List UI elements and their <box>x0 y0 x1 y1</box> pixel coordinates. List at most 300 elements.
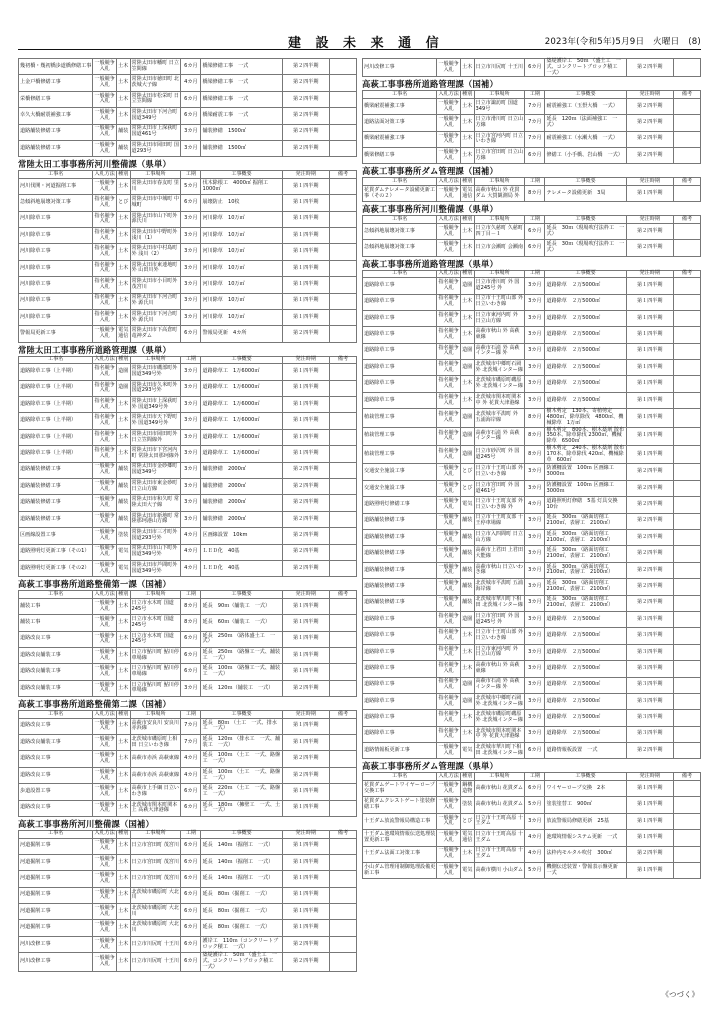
table-cell: 道路除草 ２万5000㎡ <box>545 392 626 408</box>
table-cell <box>673 278 700 294</box>
table-row <box>363 611 701 627</box>
table-cell <box>673 529 700 545</box>
continue-mark: 《つづく》 <box>661 990 699 999</box>
table-cell: 第２四半期 <box>282 478 329 494</box>
column-header: 発注時期 <box>282 356 329 364</box>
table-cell: 土木 <box>117 936 131 952</box>
table-row <box>363 579 701 595</box>
table-row <box>19 854 357 870</box>
table-cell <box>673 595 700 611</box>
table-cell: 延長 80ｍ（掘削工 一式） <box>201 904 282 920</box>
table-cell: 河川除草工事 <box>19 260 93 276</box>
table-cell: 高萩市横川 小山ダム <box>474 862 525 878</box>
table-cell: 土木 <box>117 784 131 800</box>
table-cell: 高萩市赤浜 高萩東線 <box>130 767 181 783</box>
table-cell: 道路舗装修繕工事 <box>363 562 437 578</box>
table-header-row <box>363 178 701 186</box>
table-cell: 延長 80ｍ（掘削工 一式） <box>201 887 282 903</box>
table-cell <box>329 413 356 429</box>
table-cell: 3カ月 <box>525 360 545 376</box>
table-cell: 3カ月 <box>181 309 201 325</box>
table-row <box>19 91 357 107</box>
table-row <box>363 644 701 660</box>
table-cell: 築堤護岸工 50ｍ （盛土工 一式、コンクリートブロック積工 一式） <box>201 953 282 971</box>
listing-table <box>362 177 701 202</box>
table-cell: 北茨城市磯原町磯原 外 北茨城インター線 <box>474 710 525 726</box>
table-row <box>363 480 701 496</box>
table-cell: 日立市水木町 国道245号 <box>130 615 181 631</box>
table-cell <box>673 743 700 759</box>
table-cell: 5カ月 <box>181 178 201 194</box>
table-cell <box>329 495 356 511</box>
table-cell: 常陸太田市天下野町外 国道349号外 <box>130 413 181 429</box>
table-cell: 常陸太田市徳田町 北茨城大子線 <box>130 75 181 91</box>
table-cell: 道路除草 ２万5000㎡ <box>545 327 626 343</box>
table-cell: 舗装 <box>461 513 475 529</box>
table-cell: 道路除草 ２万5000㎡ <box>545 310 626 326</box>
table-row <box>19 784 357 800</box>
table-cell: 6カ月 <box>181 108 201 124</box>
table-cell: 第１四半期 <box>282 178 329 194</box>
table-row <box>363 813 701 829</box>
table-cell: 4カ月 <box>181 528 201 544</box>
table-cell: 北茨城市平潟町 外 五浦海岸線 <box>474 409 525 427</box>
section-title: 高萩工事事務所道路整備第二課（国補） <box>18 699 171 710</box>
table-cell: 一般競争入札 <box>93 953 117 971</box>
table-cell: 一般競争入札 <box>93 528 117 544</box>
table-cell: 舗装修繕 2000㎡ <box>201 511 282 527</box>
table-cell: 指名競争入札 <box>93 413 117 429</box>
table-cell: 土木 <box>461 376 475 392</box>
table-cell: 警報局更新工事 <box>19 326 93 342</box>
table-cell: 道路除草 ２万5000㎡ <box>545 611 626 627</box>
table-cell: 3カ月 <box>181 478 201 494</box>
table-cell: 造園 <box>461 427 475 445</box>
column-header: 工事場所 <box>474 216 525 224</box>
table-cell: 延長 30ｍ（現場吹付法枠工 一式） <box>545 240 626 256</box>
table-cell: 第２四半期 <box>626 513 673 529</box>
table-cell: 常陸太田市下高倉町 竜神ダム <box>130 326 181 342</box>
table-cell: 道路除草工事（上半期） <box>19 413 93 429</box>
table-cell: 舗装工事 <box>19 615 93 631</box>
table-cell <box>673 813 700 829</box>
table-cell: とび <box>461 813 475 829</box>
column-header: 工事名 <box>19 171 93 179</box>
table-cell: 河川除草工事 <box>19 277 93 293</box>
column-header: 発注時期 <box>626 178 673 186</box>
column-header: 備考 <box>329 356 356 364</box>
listing-section <box>18 698 357 817</box>
table-cell: 道路除草 ２万5000㎡ <box>545 343 626 359</box>
table-cell: 道路舗装修繕工事 <box>19 495 93 511</box>
column-header: 備考 <box>329 831 356 839</box>
table-row <box>363 830 701 846</box>
table-cell <box>673 862 700 878</box>
table-cell: 常陸太田市下河合町 国道349号 <box>130 108 181 124</box>
table-cell: 舗装修繕 2000㎡ <box>201 478 282 494</box>
table-cell: 3カ月 <box>525 294 545 310</box>
table-cell: 一般競争入札 <box>93 140 117 156</box>
table-cell <box>673 185 700 201</box>
table-cell: 一般競争入札 <box>437 797 461 813</box>
table-cell: 日立市十王町山部 外 日立いわき線 <box>474 294 525 310</box>
table-cell: 高萩市秋山 外 高萩東線 <box>474 661 525 677</box>
table-row <box>19 495 357 511</box>
table-cell: 第１四半期 <box>282 920 329 936</box>
table-row <box>19 446 357 462</box>
table-cell: 土木 <box>117 244 131 260</box>
column-header: 工期 <box>181 356 201 364</box>
table-cell: 一般競争入札 <box>93 91 117 107</box>
column-header: 種別 <box>118 710 129 717</box>
table-cell: 歩道設置工事 <box>19 784 93 800</box>
table-cell: 樹木剪定 800本、樹木薬剤 散布 350本、除草除伐 2300㎡、機械除草 6500㎡ <box>546 426 630 445</box>
table-cell: 一般競争入札 <box>93 735 117 751</box>
table-cell: 一般競争入札 <box>437 223 461 239</box>
table-cell: 造園 <box>461 446 475 464</box>
table-cell: 4カ月 <box>181 544 201 560</box>
table-cell: 高萩市秋山 外 花貫ダム 大賀観測局 外 <box>474 185 525 201</box>
table-cell: 一般競争入札 <box>93 59 117 75</box>
table-cell: 日立市川尻町 十王川 <box>130 953 181 971</box>
listing-table <box>18 58 357 157</box>
column-header: 備考 <box>329 711 356 719</box>
table-cell: 造園 <box>461 343 475 359</box>
table-row <box>19 462 357 478</box>
table-cell: 常陸太田市山下町外 国道349号外 <box>130 544 181 560</box>
table-cell: 延長 250ｍ （路体盛土工 一式） <box>201 631 282 647</box>
table-cell: 造園 <box>461 360 475 376</box>
table-cell: 指名競争入札 <box>437 446 461 464</box>
table-cell: 日立市宮河内町 日立いわき線 <box>474 131 525 147</box>
table-cell: 橋梁修繕工事 <box>363 148 437 164</box>
table-cell: 土木 <box>117 680 131 696</box>
table-cell: 一般競争入札 <box>93 648 117 664</box>
table-cell: 日立市十王町友部 外 日立いわき線 外 <box>474 497 525 513</box>
table-cell: 一般競争入札 <box>437 131 461 147</box>
table-cell: 一般競争入札 <box>93 631 117 647</box>
column-header: 工期 <box>525 216 545 224</box>
table-row <box>19 735 357 751</box>
table-row <box>19 108 357 124</box>
table-cell: 急傾斜地崩壊対策工事 <box>363 223 437 239</box>
table-cell: 舗装 <box>117 495 131 511</box>
table-cell: 日立市十王町友部 十王停車場線 <box>474 513 525 529</box>
table-cell: 延長 180ｍ （擁壁工 一式、土工 一式） <box>201 800 282 816</box>
table-cell: 延長 300ｍ （路面切削工 2100㎡、表層工 2100㎡） <box>545 546 626 562</box>
table-cell: 十王ダム法面工対策工事 <box>363 846 437 862</box>
table-cell: 道路除草工事 <box>363 611 437 627</box>
table-cell: 8カ月 <box>525 446 545 464</box>
column-header: 発注時期 <box>626 270 673 278</box>
table-cell: 河道掘削工事 <box>19 854 93 870</box>
table-cell: 第２四半期 <box>282 59 329 75</box>
table-row <box>19 277 357 293</box>
table-cell: 一般競争入札 <box>93 800 117 816</box>
listing-table <box>362 90 701 164</box>
table-cell: 道路除草工 1万6000㎡ <box>201 380 282 396</box>
table-cell: 第２四半期 <box>626 497 673 513</box>
table-cell: 日立市東河内町 外 日立山方線 <box>474 644 525 660</box>
table-cell: 第１四半期 <box>282 887 329 903</box>
table-cell: 栄橋修繕工事 <box>19 91 93 107</box>
table-cell: 延長 80ｍ （土工 一式、排水工 一式） <box>201 718 282 734</box>
table-cell <box>329 91 356 107</box>
table-cell: 第１四半期 <box>282 380 329 396</box>
table-cell: 造園 <box>461 409 475 427</box>
column-header: 発注時期 <box>282 831 329 839</box>
table-cell: 高萩市石滝 外 高萩インター線 外 <box>474 343 525 359</box>
table-cell: 6カ月 <box>525 240 545 256</box>
table-cell: 道路情報板設置 一式 <box>545 743 626 759</box>
table-row <box>363 376 701 392</box>
table-cell: 指名競争入札 <box>93 397 117 413</box>
table-cell: 第２四半期 <box>282 511 329 527</box>
table-row <box>19 59 357 75</box>
table-cell: 第１四半期 <box>282 598 329 614</box>
table-cell: 河川除草 10万㎡ <box>201 293 282 309</box>
table-row <box>363 427 701 445</box>
table-cell: 第２四半期 <box>282 140 329 156</box>
table-cell: 土木 <box>117 277 131 293</box>
table-cell: 第２四半期 <box>282 544 329 560</box>
table-cell: 土木 <box>117 920 131 936</box>
table-cell: 一般競争入札 <box>93 920 117 936</box>
table-cell: 道路舗装修繕工事 <box>363 513 437 529</box>
table-cell: 第１四半期 <box>282 838 329 854</box>
table-cell: 第３四半期 <box>626 726 673 742</box>
table-cell <box>329 108 356 124</box>
table-cell: 3カ月 <box>181 260 201 276</box>
table-cell: 河川改修工事 <box>19 936 93 952</box>
right-column <box>362 58 701 880</box>
column-header: 発注時期 <box>626 91 673 99</box>
column-header: 工事概要 <box>201 356 282 364</box>
table-cell: 高萩市安良川 安良川赤浜線 <box>130 718 181 734</box>
table-cell: 土木 <box>117 293 131 309</box>
table-cell: 延長 300ｍ （路面切削工 2100㎡、表層工 2100㎡） <box>545 562 626 578</box>
table-cell: 8カ月 <box>525 185 545 201</box>
table-cell: 土木 <box>117 615 131 631</box>
listing-section <box>18 344 357 578</box>
table-cell: 造園 <box>461 278 475 294</box>
table-cell: 常陸太田市久米町外 国道293号外 <box>130 380 181 396</box>
table-row <box>19 397 357 413</box>
column-header: 工事名 <box>19 831 93 839</box>
table-cell <box>673 98 700 114</box>
table-cell: 5カ月 <box>525 797 545 813</box>
listing-table <box>18 170 357 342</box>
table-cell: 道路舗装修繕工事 <box>19 462 93 478</box>
column-header: 備考 <box>329 591 356 599</box>
table-cell: 指名競争入札 <box>437 427 461 445</box>
table-cell: 道路改良舗装工事 <box>19 648 93 664</box>
issue-date: 2023年(令和5年)5月9日 火曜日 (8) <box>544 37 701 47</box>
table-cell: 日立市水木町 国道245号 <box>130 631 181 647</box>
table-cell: 3カ月 <box>525 693 545 709</box>
section-title: 高萩工事事務所道路管理課（県単） <box>362 258 498 269</box>
table-cell: 第１四半期 <box>626 376 673 392</box>
table-cell: ＬＥＤ化 40基 <box>201 544 282 560</box>
table-cell: 舗装工事 <box>19 598 93 614</box>
table-cell <box>329 680 356 696</box>
table-cell <box>329 904 356 920</box>
table-cell: 道路舗装修繕工事 <box>19 511 93 527</box>
table-cell: 植栽管理工事 <box>363 427 437 445</box>
table-cell: 指名競争入札 <box>437 310 461 326</box>
table-cell: 道路照明灯修繕 5基 灯具交換 10台 <box>545 497 626 513</box>
table-cell: 指名競争入札 <box>93 277 117 293</box>
table-cell: 常陸太田市岡田町外 日立笠間線外 <box>130 429 181 445</box>
table-cell: 一般競争入札 <box>93 511 117 527</box>
table-row <box>363 343 701 359</box>
table-cell: 土木 <box>117 211 131 227</box>
table-cell: 第１四半期 <box>282 784 329 800</box>
table-cell <box>673 546 700 562</box>
table-cell: 塗装塗替工 900㎡ <box>545 797 626 813</box>
table-cell: 指名競争入札 <box>437 360 461 376</box>
table-cell: 高萩市石滝 外 高萩インター線 <box>474 427 525 445</box>
table-cell <box>329 195 356 211</box>
table-cell: 4カ月 <box>525 830 545 846</box>
table-cell: 土木 <box>461 310 475 326</box>
table-cell: 土木 <box>117 767 131 783</box>
table-cell: 河川除草 10万㎡ <box>201 228 282 244</box>
table-cell <box>673 310 700 326</box>
table-cell: 塗装 <box>117 528 131 544</box>
table-cell: 橋梁修繕工事 一式 <box>201 91 282 107</box>
table-row <box>363 595 701 611</box>
table-cell: 第１四半期 <box>626 343 673 359</box>
table-cell: 指名競争入札 <box>93 244 117 260</box>
table-cell: 第１四半期 <box>282 648 329 664</box>
table-cell: 一般競争入札 <box>93 936 117 952</box>
table-cell: 土木 <box>117 800 131 816</box>
table-cell: 河道掘削工事 <box>19 871 93 887</box>
table-row <box>19 364 357 380</box>
table-cell: 造園 <box>461 611 475 627</box>
listing-table <box>362 58 701 77</box>
table-row <box>19 228 357 244</box>
table-cell: 一般競争入札 <box>93 560 117 576</box>
column-header: 工事概要 <box>201 831 282 839</box>
table-cell: とび <box>461 464 475 480</box>
table-cell <box>673 376 700 392</box>
table-row <box>19 560 357 576</box>
table-cell: 指名競争入札 <box>437 644 461 660</box>
table-cell: 第１四半期 <box>282 735 329 751</box>
table-cell <box>329 871 356 887</box>
table-row <box>19 615 357 631</box>
table-cell: 土木 <box>117 751 131 767</box>
table-cell: 3カ月 <box>181 446 201 462</box>
column-header: 工事場所 <box>130 171 181 179</box>
table-cell: 土木 <box>461 661 475 677</box>
table-cell: 高萩市秋山 花貫ダム <box>474 797 525 813</box>
table-cell: 3カ月 <box>525 513 545 529</box>
table-row <box>19 140 357 156</box>
table-cell: 第１四半期 <box>282 664 329 680</box>
table-cell: 一般競争入札 <box>437 862 461 878</box>
table-cell: 常陸太田市上深荻町 国道461号 <box>130 124 181 140</box>
table-cell: 第２四半期 <box>626 240 673 256</box>
table-cell: 造園 <box>117 364 131 380</box>
listing-section <box>362 78 701 164</box>
table-cell: 道路除草工事 <box>363 294 437 310</box>
table-cell: 道路除草工 1万6000㎡ <box>201 429 282 445</box>
table-cell: 道路除草 ２万5000㎡ <box>545 677 626 693</box>
table-cell: 機側伝送装置・警報表示盤更新 一式 <box>545 862 626 878</box>
table-cell: 6カ月 <box>181 904 201 920</box>
column-header: 備考 <box>673 178 700 186</box>
table-cell: 延長 120ｍ（法面補強工 一式） <box>545 115 626 131</box>
table-cell: 日立市久慈町 久慈町四丁目－１ <box>474 223 525 239</box>
table-cell: 6カ月 <box>181 326 201 342</box>
table-row <box>19 680 357 696</box>
table-cell: 北茨城市平潟町 五浦海岸線 <box>474 579 525 595</box>
table-cell: 高萩市石滝 外 高萩インター線 外 <box>474 677 525 693</box>
table-row <box>19 124 357 140</box>
table-row <box>19 260 357 276</box>
table-cell <box>673 513 700 529</box>
table-cell: 土木 <box>117 59 131 75</box>
table-cell: 指名競争入札 <box>93 228 117 244</box>
table-cell: 延長 140ｍ（掘削工 一式） <box>201 854 282 870</box>
table-cell: 6カ月 <box>181 920 201 936</box>
table-cell: 常陸太田市下河合町外 源氏川 <box>130 309 181 325</box>
table-cell: 3カ月 <box>181 413 201 429</box>
table-cell: 第１四半期 <box>282 446 329 462</box>
listing-table <box>362 772 701 879</box>
table-header-row <box>19 591 357 599</box>
table-cell: 4カ月 <box>181 75 201 91</box>
table-cell: 指名競争入札 <box>437 693 461 709</box>
table-cell: 修繕工（小手橋、岩山橋 一式） <box>545 148 626 164</box>
table-row <box>19 178 357 194</box>
table-cell: 土木 <box>117 904 131 920</box>
table-cell: 土木 <box>117 413 131 429</box>
table-cell: 一般競争入札 <box>93 478 117 494</box>
listing-table <box>18 356 357 578</box>
table-cell: 常陸太田市岡田町 国道293号 <box>130 140 181 156</box>
table-cell: 舗装 <box>117 140 131 156</box>
column-header: 工事概要 <box>545 270 626 278</box>
table-cell: 道路除草工事 <box>363 376 437 392</box>
table-cell: 舗装 <box>461 562 475 578</box>
table-cell: 延長 300ｍ （路面切削工 2100㎡、表層工 2100㎡） <box>545 595 626 611</box>
column-header: 工事名 <box>363 773 437 781</box>
table-cell: 道路除草工事 <box>363 343 437 359</box>
table-cell: 高萩市上君田 上君田大能線 <box>474 546 525 562</box>
table-cell: 延長 100ｍ （路盤工一式、舗装工 一式） <box>201 664 282 680</box>
table-cell: 電気 <box>461 862 475 878</box>
table-cell: 6カ月 <box>181 648 201 664</box>
table-cell: 北茨城市華川町下相田 北茨城インター線 <box>474 595 525 611</box>
table-cell: 3カ月 <box>181 211 201 227</box>
column-header: 種別 <box>462 90 473 97</box>
table-cell: テレメータ設備更新 3局 <box>545 185 626 201</box>
table-cell: 舗装修繕 2000㎡ <box>201 495 282 511</box>
table-cell: 一般競争入札 <box>437 497 461 513</box>
listing-section <box>362 165 701 202</box>
table-cell: 常陸太田市東連地町外 山田川外 <box>130 260 181 276</box>
table-cell: 舗装 <box>461 546 475 562</box>
table-cell: 指名競争入札 <box>93 364 117 380</box>
table-cell: 延長 30ｍ（現場吹付法枠工 一式） <box>545 223 626 239</box>
table-cell: 指名競争入札 <box>93 380 117 396</box>
table-cell: 日立市十王町高原 十王ダム <box>474 813 525 829</box>
table-cell: 一般競争入札 <box>437 830 461 846</box>
